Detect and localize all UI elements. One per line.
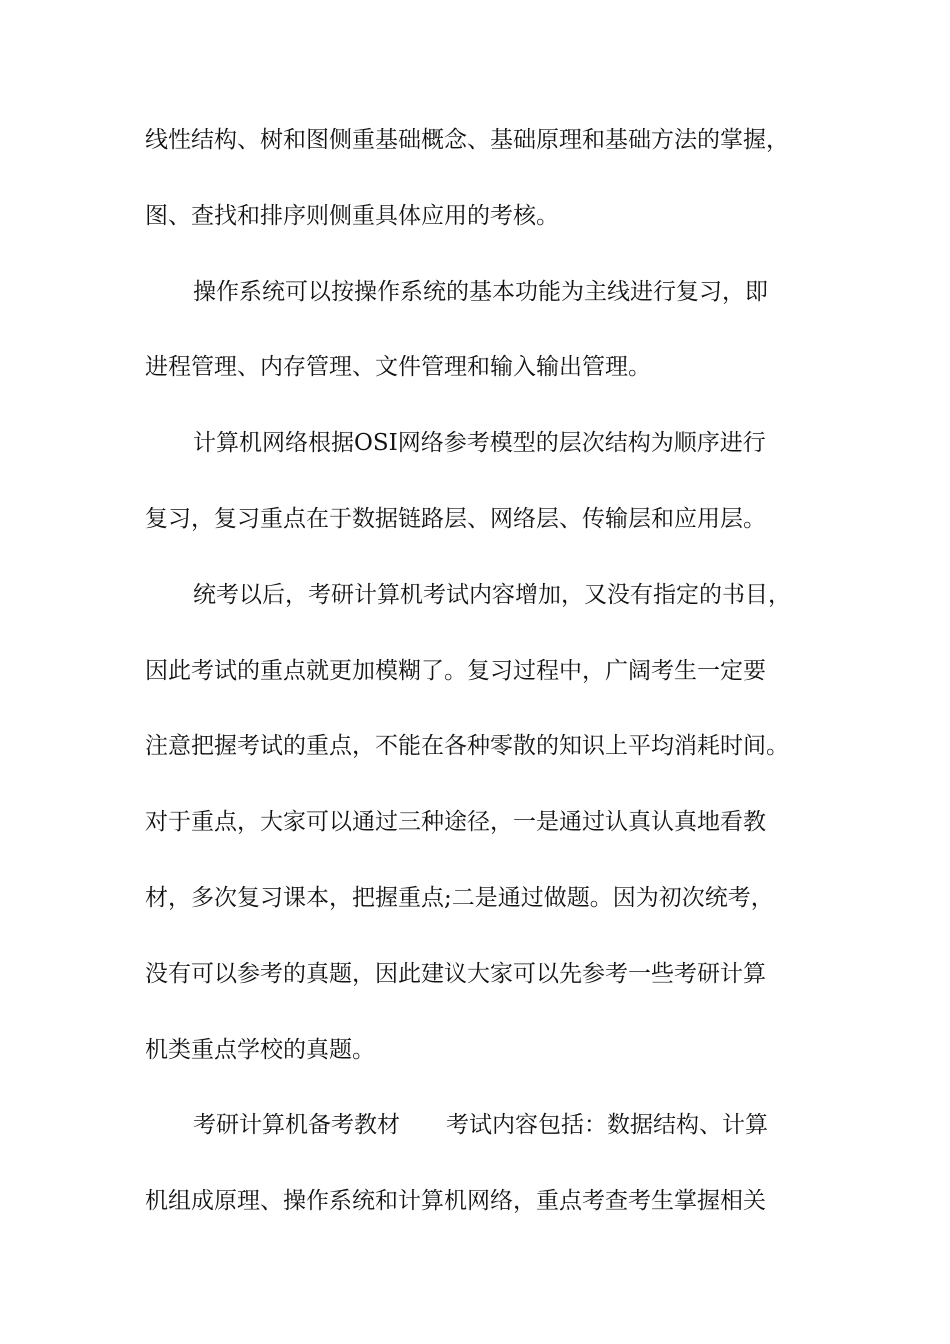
text-line: 复习，复习重点在于数据链路层、网络层、传输层和应用层。 bbox=[145, 505, 766, 532]
text-line: 因此考试的重点就更加模糊了。复习过程中，广阔考生一定要 bbox=[145, 657, 766, 684]
paragraph-first-line: 统考以后，考研计算机考试内容增加，又没有指定的书目， bbox=[193, 581, 791, 608]
text-line: 没有可以参考的真题，因此建议大家可以先参考一些考研计算 bbox=[145, 960, 766, 987]
paragraph-first-line: 操作系统可以按操作系统的基本功能为主线进行复习，即 bbox=[193, 278, 768, 305]
document-body bbox=[145, 128, 825, 1265]
text-line: 注意把握考试的重点，不能在各种零散的知识上平均消耗时间。 bbox=[145, 733, 789, 760]
paragraph-first-line: 考研计算机备考教材 考试内容包括：数据结构、计算 bbox=[193, 1112, 768, 1139]
text-line: 图、查找和排序则侧重具体应用的考核。 bbox=[145, 202, 559, 229]
paragraph-first-line: 计算机网络根据OSI网络参考模型的层次结构为顺序进行 bbox=[193, 430, 766, 457]
text-line: 机类重点学校的真题。 bbox=[145, 1036, 375, 1063]
text-line: 对于重点，大家可以通过三种途径，一是通过认真认真地看教 bbox=[145, 809, 766, 836]
text-line: 线性结构、树和图侧重基础概念、基础原理和基础方法的掌握， bbox=[145, 127, 789, 153]
text-line: 材，多次复习课本，把握重点;二是通过做题。因为初次统考， bbox=[145, 884, 774, 911]
text-line: 进程管理、内存管理、文件管理和输入输出管理。 bbox=[145, 354, 651, 381]
text-line: 机组成原理、操作系统和计算机网络，重点考查考生掌握相关 bbox=[145, 1188, 766, 1215]
